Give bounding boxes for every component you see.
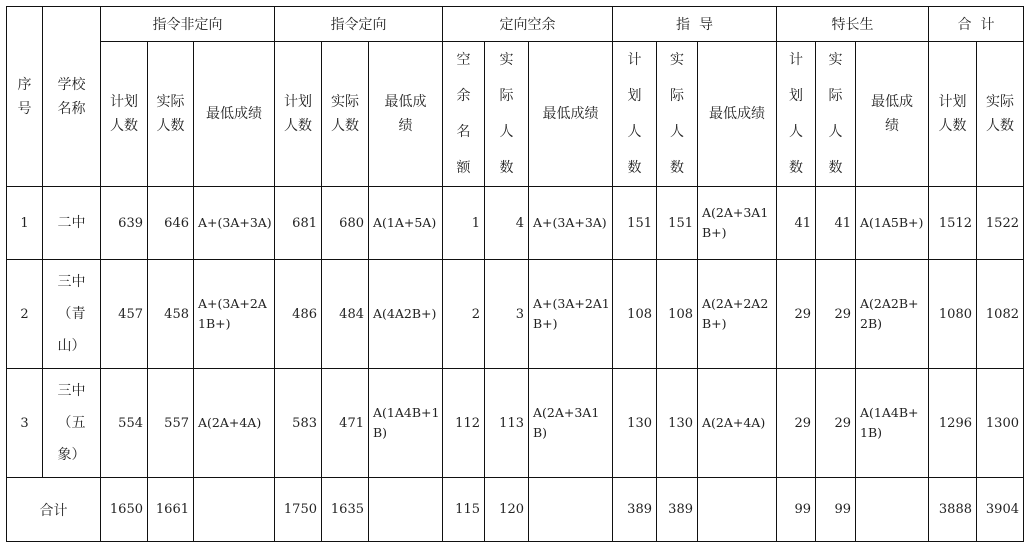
header-row-sub (7, 42, 1024, 187)
grand-total-plan: 3888 (929, 478, 977, 542)
cell-actual: 108 (657, 260, 698, 369)
cell-min-score: A(4A2B+) (369, 260, 443, 369)
total-vacancy: 115 (443, 478, 485, 542)
grand-total-actual: 3904 (977, 478, 1024, 542)
row-index: 1 (7, 187, 43, 260)
seq-header: 序 号 (7, 7, 43, 187)
col-plan: 计划 人数 (929, 42, 977, 187)
cell-min-score: A(1A4B+1B) (856, 369, 929, 478)
total-actual: 389 (657, 478, 698, 542)
table-row (7, 260, 1024, 369)
cell-plan: 29 (777, 369, 816, 478)
cell-total-actual: 1522 (977, 187, 1024, 260)
col-plan: 计 划 人 数 (613, 42, 657, 187)
cell-actual: 680 (322, 187, 369, 260)
empty-cell (698, 478, 777, 542)
cell-actual: 646 (148, 187, 194, 260)
col-actual: 实 际 人 数 (657, 42, 698, 187)
empty-cell (529, 478, 613, 542)
cell-actual: 3 (485, 260, 529, 369)
cell-min-score: A(1A4B+1B) (369, 369, 443, 478)
cell-min-score: A(2A+4A) (698, 369, 777, 478)
cell-plan: 681 (275, 187, 322, 260)
header-row-groups (7, 7, 1024, 42)
total-row (7, 478, 1024, 542)
total-actual: 1661 (148, 478, 194, 542)
cell-min-score: A(2A+3A1B) (529, 369, 613, 478)
cell-actual: 151 (657, 187, 698, 260)
group-special: 特长生 (777, 7, 929, 42)
col-min-score: 最低成绩 (698, 42, 777, 187)
group-vacancy: 定向空余 (443, 7, 613, 42)
cell-actual: 41 (816, 187, 856, 260)
empty-cell (194, 478, 275, 542)
col-vacancy-count: 空 余 名 额 (443, 42, 485, 187)
cell-actual: 130 (657, 369, 698, 478)
total-actual: 1635 (322, 478, 369, 542)
cell-vacancy: 1 (443, 187, 485, 260)
table-row (7, 369, 1024, 478)
school-name: 二中 (43, 187, 101, 260)
col-min-score: 最低成 绩 (369, 42, 443, 187)
cell-actual: 458 (148, 260, 194, 369)
cell-min-score: A(2A2B+2B) (856, 260, 929, 369)
col-actual: 实际 人数 (322, 42, 369, 187)
cell-min-score: A+(3A+2A1B+) (194, 260, 275, 369)
group-guidance: 指 导 (613, 7, 777, 42)
col-plan: 计划 人数 (275, 42, 322, 187)
empty-cell (856, 478, 929, 542)
group-total: 合 计 (929, 7, 1024, 42)
group-directed: 指令定向 (275, 7, 443, 42)
cell-min-score: A(2A+3A1B+) (698, 187, 777, 260)
total-plan: 1750 (275, 478, 322, 542)
cell-total-actual: 1300 (977, 369, 1024, 478)
cell-min-score: A+(3A+2A1B+) (529, 260, 613, 369)
cell-total-plan: 1512 (929, 187, 977, 260)
cell-actual: 4 (485, 187, 529, 260)
cell-vacancy: 112 (443, 369, 485, 478)
col-actual: 实际 人数 (148, 42, 194, 187)
cell-plan: 29 (777, 260, 816, 369)
col-min-score: 最低成绩 (194, 42, 275, 187)
cell-plan: 130 (613, 369, 657, 478)
cell-min-score: A(1A+5A) (369, 187, 443, 260)
row-index: 3 (7, 369, 43, 478)
cell-plan: 583 (275, 369, 322, 478)
cell-total-plan: 1080 (929, 260, 977, 369)
group-nondirected: 指令非定向 (101, 7, 275, 42)
cell-min-score: A(1A5B+) (856, 187, 929, 260)
cell-min-score: A(2A+4A) (194, 369, 275, 478)
school-name: 三中 （青 山） (43, 260, 101, 369)
cell-actual: 29 (816, 369, 856, 478)
row-index: 2 (7, 260, 43, 369)
col-plan: 计划 人数 (101, 42, 148, 187)
cell-total-plan: 1296 (929, 369, 977, 478)
cell-plan: 108 (613, 260, 657, 369)
col-actual: 实 际 人 数 (485, 42, 529, 187)
cell-actual: 29 (816, 260, 856, 369)
total-actual: 99 (816, 478, 856, 542)
cell-min-score: A+(3A+3A) (529, 187, 613, 260)
cell-vacancy: 2 (443, 260, 485, 369)
total-plan: 1650 (101, 478, 148, 542)
cell-plan: 41 (777, 187, 816, 260)
cell-total-actual: 1082 (977, 260, 1024, 369)
cell-plan: 639 (101, 187, 148, 260)
school-header: 学校 名称 (43, 7, 101, 187)
table-row (7, 187, 1024, 260)
col-min-score: 最低成 绩 (856, 42, 929, 187)
col-actual: 实际 人数 (977, 42, 1024, 187)
cell-plan: 486 (275, 260, 322, 369)
cell-min-score: A+(3A+3A) (194, 187, 275, 260)
empty-cell (369, 478, 443, 542)
cell-actual: 484 (322, 260, 369, 369)
cell-actual: 113 (485, 369, 529, 478)
total-actual: 120 (485, 478, 529, 542)
cell-min-score: A(2A+2A2B+) (698, 260, 777, 369)
cell-actual: 557 (148, 369, 194, 478)
school-name: 三中 （五 象） (43, 369, 101, 478)
cell-actual: 471 (322, 369, 369, 478)
cell-plan: 151 (613, 187, 657, 260)
total-label: 合计 (7, 478, 101, 542)
col-plan: 计 划 人 数 (777, 42, 816, 187)
col-actual: 实 际 人 数 (816, 42, 856, 187)
cell-plan: 554 (101, 369, 148, 478)
admission-table (6, 6, 1024, 542)
total-plan: 389 (613, 478, 657, 542)
total-plan: 99 (777, 478, 816, 542)
col-min-score: 最低成绩 (529, 42, 613, 187)
cell-plan: 457 (101, 260, 148, 369)
